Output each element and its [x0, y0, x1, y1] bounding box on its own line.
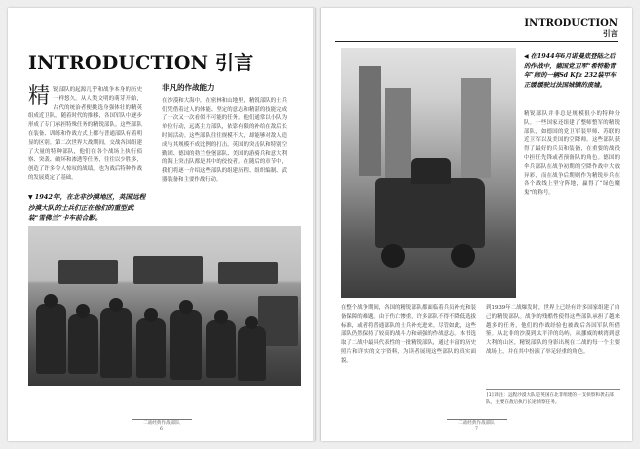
- left-page-number: 6: [160, 427, 163, 432]
- right-footer-title: 二战经典作战部队: [458, 421, 495, 426]
- header-title: INTRODUCTION: [524, 18, 618, 29]
- second-column-text: 在沙漠和大海中，在密林和山地里，精锐部队的士兵们凭借着过人的体能、坚定的意志和精湛的技能完成了一次又一次看似不可能的任务。他们通常以小队为单位行动，远离主力部队，依靠有限的补给在敌后长时间活动。这些部队往往规模不大，却能够对敌人造成与其规模不成比例的打击。英国的突击队和特别空勤团、德国的勃兰登堡部队、美国的游骑兵和意大利的海上突击队都是其中的佼佼者。在随后的章节中，我们将逐一介绍这些部队的组建历程、组织编制、武器装备和主要作战行动。: [162, 97, 287, 183]
- section-subhead: 非凡的作战能力: [162, 83, 215, 92]
- left-photo-caption: [28, 192, 146, 223]
- armored-car-photo: [341, 48, 516, 298]
- right-column-top: 精锐部队并非总是规模很小的特种分队。一些国家还组建了整师整军的精锐部队，如德国的党卫军装甲师、苏联的近卫军以及美国的空降师。这些部队获得了最好的兵员和装备，在重要的战役中担任先锋或者预备队的角色。德国的伞兵部队在战争初期的空降作战中大放异彩，而在战争后期则作为精锐步兵在各个战线上坚守阵地，赢得了“绿色魔鬼”的称号。: [524, 111, 620, 197]
- page-title: INTRODUCTION 引言: [28, 52, 254, 74]
- left-page: [8, 8, 315, 441]
- footnote: [1]译注：远程沙漠大队是英国在北非组建的一支侦察和袭击部队，主要在敌后执行长途侦察任务。: [486, 393, 614, 405]
- left-footer: [8, 419, 315, 433]
- footnote-divider: [486, 389, 620, 390]
- running-header: [524, 18, 618, 38]
- desert-group-photo: [28, 226, 301, 386]
- right-footer: [321, 419, 632, 433]
- right-column-bottom-left: 在整个战争期间，各国的精锐部队都面临着兵员补充和装备保障的难题。由于伤亡惨重，许多部队不得不降低选拔标准，或者将普通部队的士兵补充进来。尽管如此，这些部队仍然保持了较高的战斗力和顽强的作战意志。本书选取了二战中最具代表性的一批精锐部队，通过丰富的历史照片和详实的文字资料，为读者展现这些部队的真实面貌。: [341, 305, 476, 364]
- right-page-number: 7: [475, 427, 478, 432]
- left-caption-text: 1942年，在北非沙漠地区，英国远程沙漠大队的士兵们正在他们的重型武装“雪佛兰”卡车前合影。: [28, 193, 146, 222]
- left-footer-title: 二战经典作战部队: [143, 421, 180, 426]
- intro-text: 锐部队的起源几乎和战争本身的历史一样悠久。从人类文明的萌芽开始，古代的统治者便挑选身强体壮的精英组成近卫队，随着时代的推移，各国军队中逐步形成了专门承担特殊任务的精锐部队。这些部队在装备、训练和作战方式上都与普通部队有着明显的区别。第二次世界大战期间，交战各国组建了大量的特种部队，他们在各个战场上执行侦察、突袭、破坏和渗透等任务，往往以少胜多，创造了许多令人惊叹的战绩，也为战后特种作战的发展奠定了基础。: [28, 87, 142, 181]
- second-column: [162, 84, 287, 185]
- header-divider: [335, 41, 618, 42]
- header-subtitle: 引言: [603, 29, 618, 38]
- right-page: [321, 8, 632, 441]
- drop-cap: 精: [28, 84, 51, 109]
- caption-triangle-icon-right: ◀: [524, 53, 529, 60]
- caption-triangle-icon: ▼: [28, 194, 33, 201]
- right-photo-caption: [524, 52, 620, 90]
- intro-column: [28, 86, 142, 183]
- right-caption-text: 在1944年6月诺曼底登陆之后的作战中，德国党卫军“希特勒青年”师的一辆Sd Kfz 232装甲车正缓缓驶过法国城镇的废墟。: [524, 53, 617, 89]
- right-column-bottom-right: 到1939年二战爆发时，世界上已经有许多国家组建了自己的精锐部队。战争的残酷性使得这些部队承担了越来越多的任务，他们的作战经验也被战后各国军队所借鉴。从北非的沙漠到太平洋的岛屿，从挪威的峡湾到意大利的山区，精锐部队的身影出现在二战的每一个主要战场上，并在其中扮演了举足轻重的角色。: [486, 305, 620, 355]
